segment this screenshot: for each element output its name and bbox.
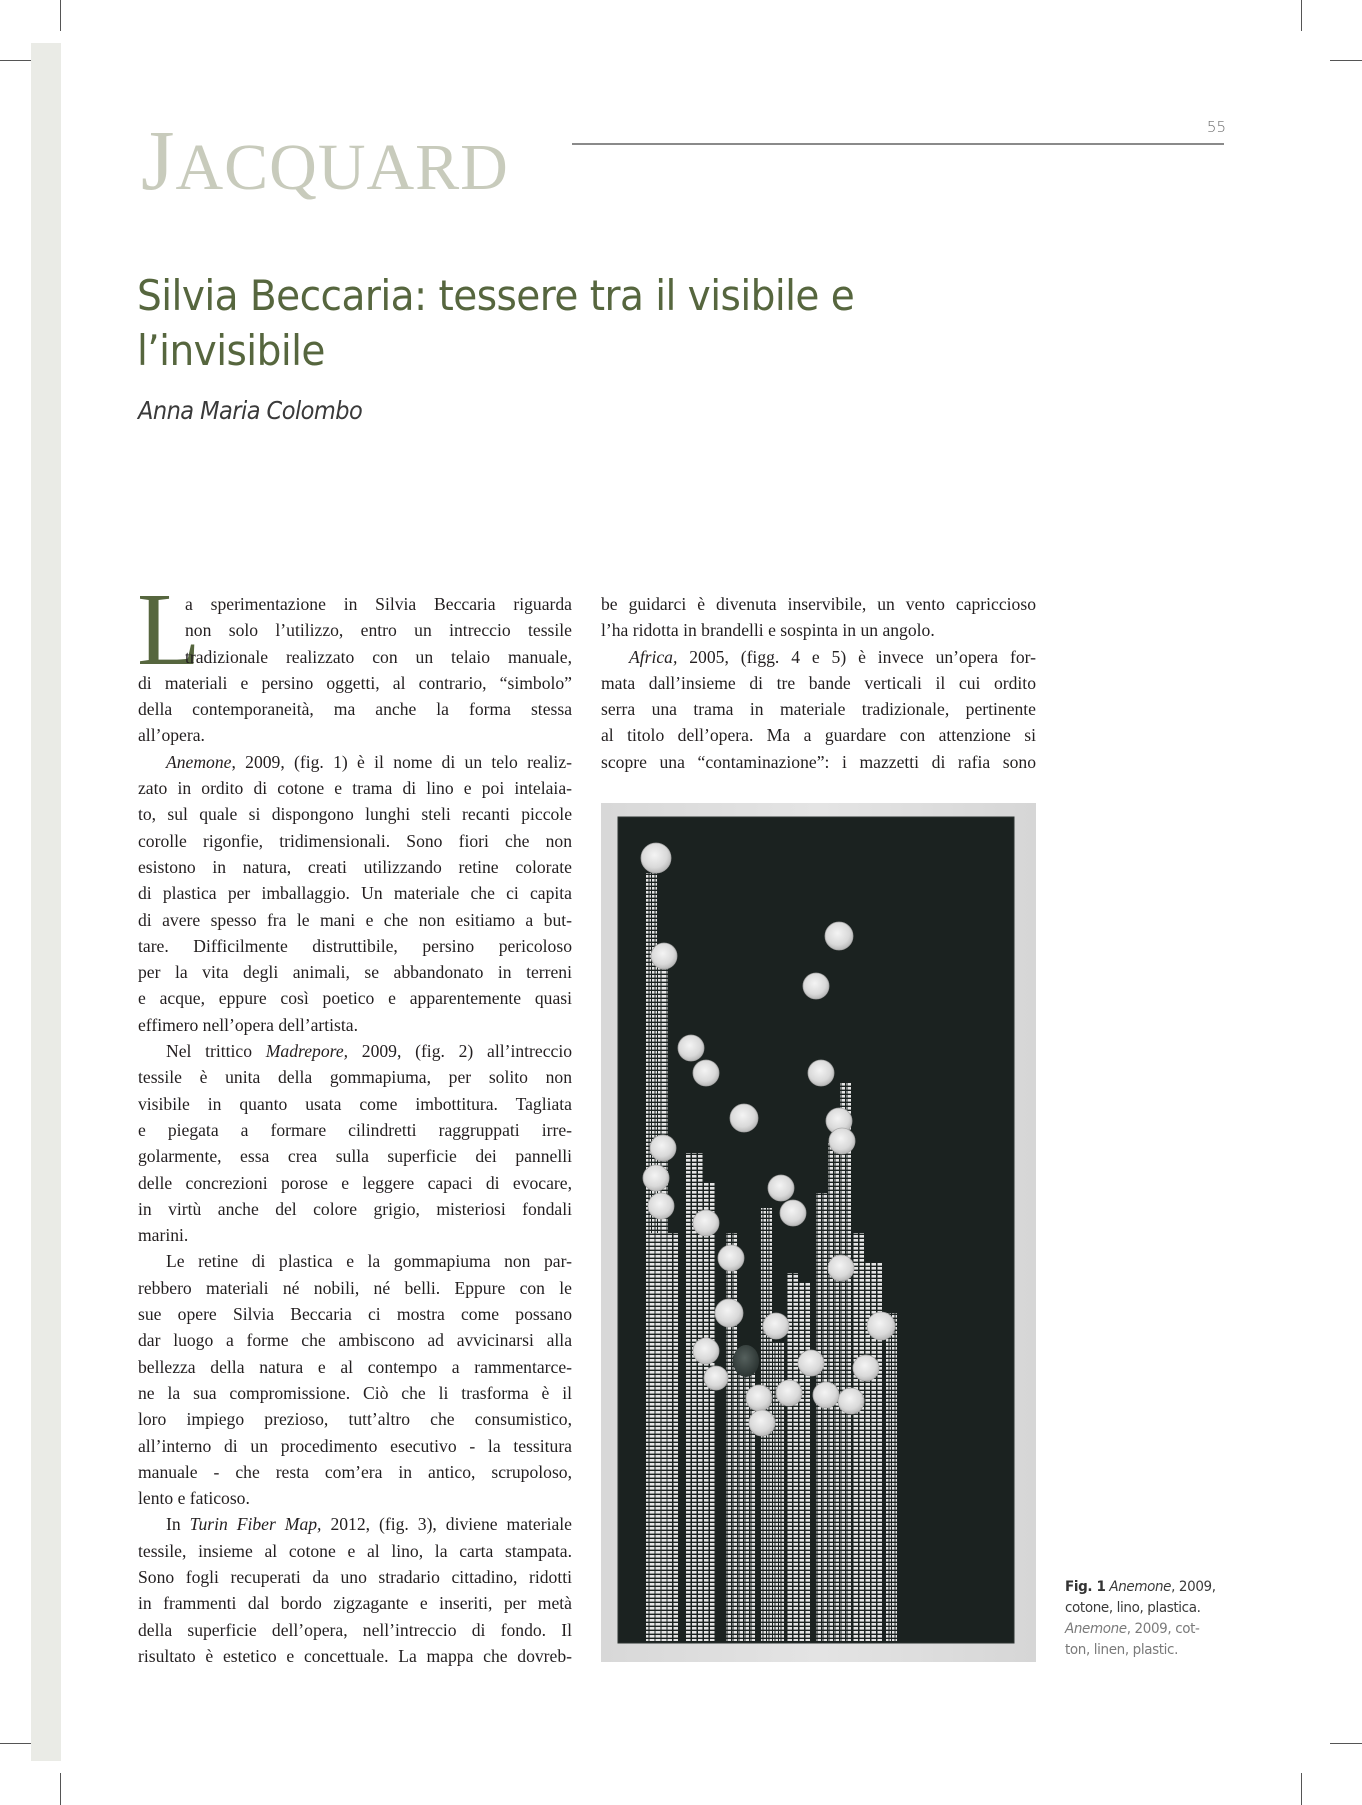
artwork-flower [641, 843, 671, 873]
artwork-title: Anemone [166, 751, 232, 772]
text-line-body: visibile in quanto usata come imbottitura. Tagliata [138, 1093, 572, 1114]
text-line [138, 1380, 572, 1406]
artwork-stem [655, 1233, 660, 1641]
text-line [138, 670, 572, 696]
artwork-flower [651, 943, 677, 969]
figure-anemone-photo [601, 803, 1036, 1662]
text-line-body: manuale - che resta com’era in antico, scrupoloso, [138, 1461, 572, 1482]
text-line-body: be guidarci è divenuta inservibile, un vento capriccioso [601, 594, 1036, 614]
text-line-body: effimero nell’opera dell’artista. [138, 1014, 358, 1035]
text-line-body: della superficie dell’opera, nell’intreccio di fondo. Il [138, 1619, 572, 1640]
text-line-body: esistono in natura, creati utilizzando retine colorate [138, 856, 572, 877]
text-line [138, 1354, 572, 1380]
artwork-title: Madrepore, [265, 1041, 349, 1062]
text-line [138, 933, 572, 959]
artwork-stem [710, 1183, 715, 1641]
artwork-flower [693, 1060, 719, 1086]
caption-italian-year: , 2009, [1171, 1579, 1216, 1595]
article-title [137, 268, 974, 378]
text-line-body: Le retine di plastica e la gommapiuma non par- [166, 1251, 572, 1272]
artwork-flower [718, 1245, 744, 1271]
crop-mark-bottom-left-vertical [60, 1773, 61, 1805]
artwork-title: Turin Fiber Map, [189, 1514, 322, 1535]
text-line [138, 722, 572, 748]
text-line [601, 696, 1036, 722]
text-line-body: delle concrezioni porose e leggere capaci di evocare, [138, 1172, 572, 1193]
text-line-body: tessile, insieme al cotone e al lino, la carta stampata. [138, 1540, 572, 1561]
artwork-stem [732, 1233, 737, 1641]
text-line [601, 617, 1036, 643]
text-line-body: al titolo dell’opera. Ma a guardare con attenzione si [601, 725, 1036, 746]
artwork-stem [686, 1153, 691, 1641]
artwork-stem [853, 1233, 858, 1641]
page-side-bar [31, 43, 61, 1761]
text-line [138, 644, 572, 670]
artwork-flower [803, 973, 829, 999]
text-line-body: sue opere Silvia Beccaria ci mostra come possano [138, 1304, 572, 1325]
text-line [138, 1064, 572, 1090]
crop-mark-top-left-horizontal [0, 60, 31, 61]
text-line [601, 591, 1036, 617]
text-line [138, 1433, 572, 1459]
text-line-body: all’opera. [138, 725, 205, 746]
artwork-stem [822, 1193, 827, 1641]
artwork-stem [726, 1233, 731, 1641]
caption-english-title: Anemone [1065, 1621, 1127, 1637]
body-column-left [138, 591, 572, 1669]
crop-mark-top-left-vertical [60, 0, 61, 31]
text-line-body: e acque, eppure così poetico e apparentemente quasi [138, 988, 572, 1009]
text-line [601, 644, 1036, 670]
text-line-body: l’ha ridotta in brandelli e sospinta in un angolo. [601, 620, 935, 641]
caption-english-year: , 2009, cot- [1126, 1621, 1200, 1637]
drop-cap: L [137, 572, 201, 687]
artwork-stem [661, 1233, 666, 1641]
text-line [138, 1222, 572, 1248]
crop-mark-bottom-left-horizontal [0, 1743, 31, 1744]
artwork-stem [886, 1313, 891, 1641]
text-line [138, 1485, 572, 1511]
artwork-flower [693, 1210, 719, 1236]
section-title-initial: J [141, 112, 176, 208]
text-line [601, 670, 1036, 696]
artwork-flower [730, 1104, 758, 1132]
text-line-body: zato in ordito di cotone e trama di lino e poi intelaia- [138, 778, 572, 799]
text-line [138, 1459, 572, 1485]
text-line-prefix: In [166, 1514, 190, 1535]
artwork-stem [846, 1083, 851, 1641]
header-rule [572, 143, 1224, 145]
text-line-body: marini. [138, 1225, 189, 1246]
artwork-flower [798, 1350, 824, 1376]
artwork-flower [648, 1193, 674, 1219]
text-line-body: all’interno di un procedimento esecutivo - la tessitura [138, 1435, 572, 1456]
crop-mark-top-right-vertical [1301, 0, 1302, 31]
caption-line-2: cotone, lino, plastica. [1065, 1600, 1201, 1616]
text-line [138, 1248, 572, 1274]
text-line [138, 1590, 572, 1616]
artwork-flower [808, 1060, 834, 1086]
crop-mark-top-right-horizontal [1330, 60, 1362, 61]
crop-mark-bottom-right-horizontal [1330, 1743, 1362, 1744]
artwork-stem [892, 1313, 897, 1641]
text-line [138, 1038, 572, 1064]
artwork-title: Africa, [629, 646, 678, 667]
text-line-body: mata dall’insieme di tre bande verticali il cui ordito [601, 672, 1036, 693]
artwork-stem [799, 1283, 804, 1641]
text-line-body: della contemporaneità, ma anche la forma stessa [138, 699, 572, 720]
artwork-stem [816, 1193, 821, 1641]
text-line [138, 907, 572, 933]
artwork-stem [704, 1183, 709, 1641]
artwork-flower [825, 922, 853, 950]
text-line-body: 2012, (fig. 3), diviene materiale [321, 1514, 572, 1535]
artwork-stem [667, 1233, 672, 1641]
text-line [138, 1301, 572, 1327]
text-line [138, 1170, 572, 1196]
text-line-body: e piegata a formare cilindretti raggruppati irre- [138, 1119, 572, 1140]
artwork-flower [838, 1388, 864, 1414]
text-line [138, 854, 572, 880]
text-line [138, 1538, 572, 1564]
artwork-stem [859, 1233, 864, 1641]
text-line-body: scopre una “contaminazione”: i mazzetti di rafia sono [601, 751, 1036, 772]
text-line [138, 1643, 572, 1669]
section-title [141, 112, 509, 216]
artwork-flower [746, 1385, 772, 1411]
text-line [138, 749, 572, 775]
artwork-stem [738, 1363, 743, 1641]
text-line-body: Sono fogli recuperati da uno stradario cittadino, ridotti [138, 1566, 572, 1587]
text-line [138, 1406, 572, 1432]
text-line-body: golarmente, essa crea sulla superficie dei pannelli [138, 1146, 572, 1167]
crop-mark-bottom-right-vertical [1301, 1773, 1302, 1805]
artwork-flower [829, 1128, 855, 1154]
text-line [138, 801, 572, 827]
text-line [138, 696, 572, 722]
text-line [138, 1617, 572, 1643]
artwork-flower [867, 1312, 895, 1340]
text-line-body: ne la sua compromissione. Ciò che li trasforma è il [138, 1382, 572, 1403]
artwork-flower [776, 1380, 802, 1406]
text-line-body: dar luogo a forme che ambiscono ad avvicinarsi alla [138, 1330, 572, 1351]
text-line-body: to, sul quale si dispongono lunghi steli recanti piccole [138, 804, 572, 825]
page-number: 55 [1206, 118, 1226, 136]
article-title-line-2: l’invisibile [137, 326, 325, 375]
text-line [138, 1091, 572, 1117]
artwork-flower [853, 1355, 879, 1381]
text-line-body: tradizionale realizzato con un telaio manuale, [185, 646, 572, 667]
text-line-body: non solo l’utilizzo, entro un intreccio tessile [185, 620, 572, 641]
text-line [138, 1327, 572, 1353]
text-line-body: di avere spesso fra le mani e che non esitiamo a but- [138, 909, 572, 930]
article-title-line-1: Silvia Beccaria: tessere tra il visibile e [137, 271, 855, 320]
text-line [138, 1275, 572, 1301]
text-line-body: serra una trama in materiale tradizionale, pertinente [601, 699, 1036, 720]
article-author: Anna Maria Colombo [138, 396, 363, 425]
text-line-body: a sperimentazione in Silvia Beccaria riguarda [185, 594, 572, 614]
text-line [138, 591, 572, 617]
artwork-stem [793, 1273, 798, 1641]
text-line-body: bellezza della natura e al contempo a rammentarce- [138, 1356, 572, 1377]
text-line [138, 959, 572, 985]
artwork-stem [649, 1233, 654, 1641]
text-line [601, 749, 1036, 775]
text-line [138, 775, 572, 801]
text-line-prefix: Nel trittico [166, 1041, 266, 1062]
text-line [138, 1511, 572, 1537]
text-line-body: risultato è estetico e concettuale. La mappa che dovreb- [138, 1645, 572, 1666]
text-line-body: , 2009, (fig. 1) è il nome di un telo realiz- [231, 751, 572, 772]
text-line-body: di materiali e persino oggetti, al contrario, “simbolo” [138, 672, 572, 693]
artwork-flower [643, 1165, 669, 1191]
caption-figure-label: Fig. 1 [1065, 1579, 1106, 1595]
text-line [138, 1143, 572, 1169]
artwork-stem [673, 1233, 678, 1641]
text-line [138, 985, 572, 1011]
text-line-body: di plastica per imballaggio. Un materiale che ci capita [138, 883, 572, 904]
artwork-flower [780, 1200, 806, 1226]
artwork-dark-flower [733, 1345, 759, 1377]
artwork-flower [828, 1255, 854, 1281]
artwork-flower [678, 1035, 704, 1061]
artwork-flower [813, 1382, 839, 1408]
text-line-body: tare. Difficilmente distruttibile, persino pericoloso [138, 935, 572, 956]
caption-italian-title: Anemone [1109, 1579, 1172, 1595]
text-line-body: lento e faticoso. [138, 1488, 250, 1509]
text-line [138, 1012, 572, 1038]
body-column-right [601, 591, 1036, 775]
text-line-body: 2005, (figg. 4 e 5) è invece un’opera for- [677, 646, 1036, 667]
caption-line-3 [1065, 1619, 1242, 1640]
anemone-artwork-image [601, 803, 1036, 1662]
caption-line-1 [1065, 1577, 1242, 1598]
text-line-body: rebbero materiali né nobili, né belli. Eppure con le [138, 1277, 572, 1298]
text-line [138, 1564, 572, 1590]
figure-caption [1065, 1577, 1242, 1661]
text-line [138, 1117, 572, 1143]
text-line-body: in frammenti dal bordo zigzagante e inseriti, per metà [138, 1593, 572, 1614]
text-line-body: loro impiego prezioso, tutt’altro che consumistico, [138, 1409, 572, 1430]
text-line-body: corolle rigonfie, tridimensionali. Sono fiori che non [138, 830, 572, 851]
text-line [138, 1196, 572, 1222]
text-line-body: in virtù anche del colore grigio, misteriosi fondali [138, 1198, 572, 1219]
text-line [138, 880, 572, 906]
artwork-stem [840, 1083, 845, 1641]
text-line-body: tessile è unita della gommapiuma, per solito non [138, 1067, 572, 1088]
text-line [138, 828, 572, 854]
artwork-flower [715, 1299, 743, 1327]
text-line-body: per la vita degli animali, se abbandonato in terreni [138, 962, 572, 983]
artwork-flower [650, 1135, 676, 1161]
text-line [601, 722, 1036, 748]
artwork-flower [749, 1410, 775, 1436]
artwork-stem [805, 1283, 810, 1641]
section-title-rest: ACQUARD [175, 131, 509, 204]
artwork-flower [693, 1338, 719, 1364]
text-line [138, 617, 572, 643]
artwork-flower [704, 1366, 728, 1390]
text-line-body: 2009, (fig. 2) all’intreccio [348, 1041, 572, 1062]
artwork-flower [763, 1313, 789, 1339]
artwork-flower [768, 1175, 794, 1201]
caption-line-4: ton, linen, plastic. [1065, 1642, 1179, 1658]
